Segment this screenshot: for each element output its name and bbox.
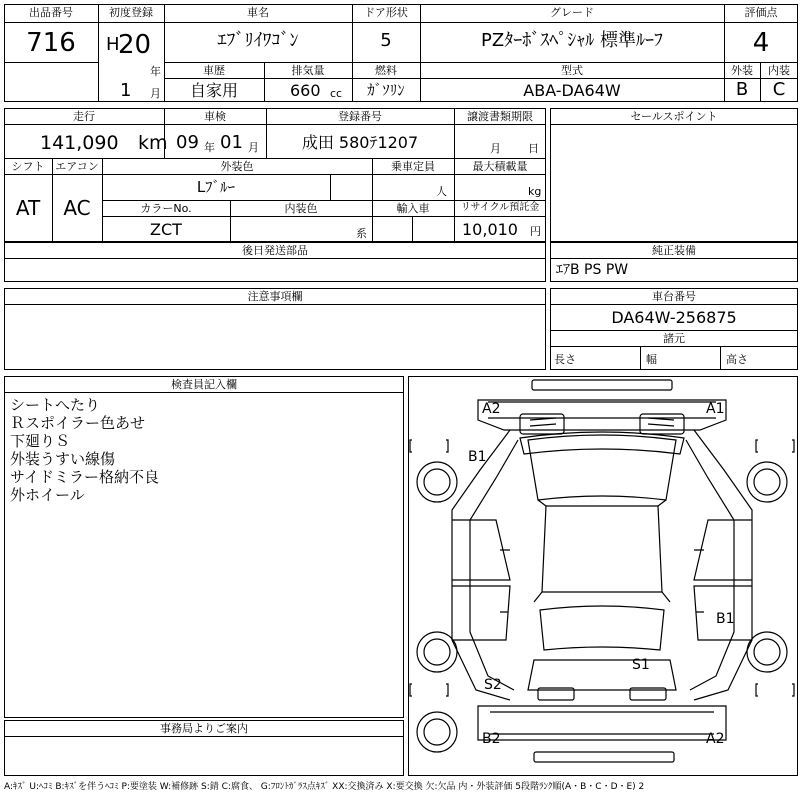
era: H (106, 34, 120, 55)
ext-color-label: 外装色 (220, 160, 254, 173)
reg-year: 20 (118, 30, 152, 60)
headlamp-left (520, 414, 564, 434)
inspection-year: 09 (176, 132, 199, 153)
width-label: 幅 (646, 353, 657, 366)
left-rear-door (452, 586, 510, 640)
parts-later-label: 後日発送部品 (242, 244, 308, 257)
inspection-month: 01 (220, 132, 243, 153)
shift: AT (15, 196, 41, 220)
length-label: 長さ (554, 353, 576, 366)
int-color-unit: 系 (356, 227, 367, 240)
damage-mark-a1-front: A1 (706, 401, 725, 417)
ext-grade: B (735, 79, 749, 100)
damage-mark-b2-rear: B2 (482, 731, 501, 747)
recycle-label: リサイクル預託金 (460, 202, 540, 213)
wheel-rear-right (747, 632, 787, 672)
color-no: ZCT (150, 220, 182, 239)
damage-mark-b1-left: B1 (468, 449, 487, 465)
chassis-no: DA64W-256875 (611, 308, 737, 327)
rear-step (534, 752, 674, 762)
aircon: AC (63, 196, 91, 220)
score-label: 評価点 (744, 6, 778, 19)
transfer-day-unit: 日 (528, 142, 539, 155)
legend: A:ｷｽﾞ U:ﾍｺﾐ B:ｷｽﾞを伴うﾍｺﾐ P:要塗装 W:補修跡 S:錆 C:腐食、 G:ﾌﾛﾝﾄｶﾞﾗｽ点ｷｽﾞ XX:交換済み X:要交換 欠:欠品 内・外装評価 5段階ﾗﾝｸ順(A・B・C・D・E) 2 (4, 782, 645, 792)
history: 自家用 (189, 81, 238, 100)
damage-mark-a2-front: A2 (482, 401, 501, 417)
rear-bumper (478, 706, 726, 740)
ext-grade-label: 外装 (731, 64, 753, 77)
equipment: ｴｱB PS PW (556, 262, 629, 278)
inspection-month-unit: 月 (248, 141, 259, 154)
headlamp-right (640, 414, 684, 434)
first-reg-label: 初度登録 (109, 6, 153, 19)
lot-no: 716 (26, 28, 76, 58)
score: 4 (752, 28, 770, 58)
reg-no-label: 登録番号 (338, 110, 382, 123)
grade-label: グレード (550, 6, 594, 19)
inspector-note: 外ホイール (10, 486, 85, 504)
wheel-rear-left (417, 632, 457, 672)
inspector-note: シートへたり (10, 396, 101, 414)
ext-color: Lﾌﾞﾙｰ (196, 178, 236, 196)
damage-mark-a2-rear: A2 (706, 731, 725, 747)
capacity-unit: 人 (436, 185, 447, 198)
model-label: 型式 (561, 64, 583, 77)
recycle-fee: 10,010 (462, 220, 518, 239)
damage-mark-s2: S2 (484, 677, 502, 693)
int-color-label: 内装色 (284, 202, 318, 215)
displacement-label: 排気量 (291, 64, 325, 77)
car-name: ｴﾌﾞﾘｲﾜｺﾞﾝ (217, 30, 299, 51)
mileage-unit: km (138, 132, 168, 154)
damage-mark-b1-right: B1 (716, 611, 735, 627)
transfer-label: 譲渡書類期限 (467, 110, 533, 123)
transfer-month-unit: 月 (490, 142, 501, 155)
inspector-note: 下廻りＳ (10, 432, 71, 450)
mileage-label: 走行 (73, 110, 95, 123)
chassis-label: 車台番号 (652, 290, 696, 303)
mileage: 141,090 (40, 132, 119, 154)
displacement-unit: cc (330, 87, 343, 100)
car-name-label: 車名 (247, 6, 269, 19)
wheel-front-right (747, 462, 787, 502)
fuel: ｶﾞｿﾘﾝ (367, 81, 405, 99)
capacity-label: 乗車定員 (391, 160, 435, 173)
max-load-unit: kg (528, 185, 542, 198)
door-label: ドア形状 (364, 6, 408, 19)
front-bumper (532, 380, 672, 390)
inspector-label: 検査員記入欄 (171, 378, 237, 391)
inspector-note: サイドミラー格納不良 (10, 468, 159, 486)
inspection-label: 車検 (204, 110, 226, 123)
inspector-note: Ｒスポイラー色あせ (10, 414, 146, 432)
aircon-label: エアコン (55, 160, 99, 173)
damage-mark-s1: S1 (632, 657, 650, 673)
roof (542, 506, 662, 592)
height-label: 高さ (726, 353, 748, 366)
displacement: 660 (290, 81, 321, 100)
month-unit: 月 (150, 87, 161, 100)
tailgate (528, 657, 676, 690)
notes-label: 注意事項欄 (247, 290, 303, 303)
reg-month: 1 (120, 80, 132, 101)
year-unit: 年 (150, 65, 161, 78)
sales-points-label: セールスポイント (630, 110, 718, 123)
office-label: 事務局よりご案内 (160, 722, 248, 735)
wheel-front-left (417, 462, 457, 502)
color-no-label: カラーNo. (140, 202, 192, 215)
int-grade: C (772, 79, 786, 100)
recycle-unit: 円 (530, 225, 541, 238)
history-label: 車歴 (203, 64, 225, 77)
windshield (528, 435, 676, 500)
max-load-label: 最大積載量 (472, 160, 528, 173)
inspection-year-unit: 年 (204, 141, 215, 154)
spec-label: 諸元 (663, 332, 685, 345)
hood-outline (478, 400, 726, 430)
door-type: 5 (380, 30, 392, 51)
fuel-label: 燃料 (375, 64, 397, 77)
reg-no: 成田 580ﾃ1207 (301, 133, 419, 152)
import-label: 輸入車 (396, 202, 430, 215)
equipment-label: 純正装備 (652, 244, 696, 257)
spare-wheel (417, 712, 457, 752)
grade: PZﾀｰﾎﾞｽﾍﾟｼｬﾙ 標準ﾙｰﾌ (481, 30, 663, 51)
lot-no-label: 出品番号 (29, 6, 73, 19)
inspector-note: 外装うすい線傷 (10, 450, 116, 468)
rear-window (540, 606, 664, 650)
model: ABA-DA64W (523, 81, 621, 100)
int-grade-label: 内装 (768, 64, 790, 77)
shift-label: シフト (11, 160, 45, 173)
